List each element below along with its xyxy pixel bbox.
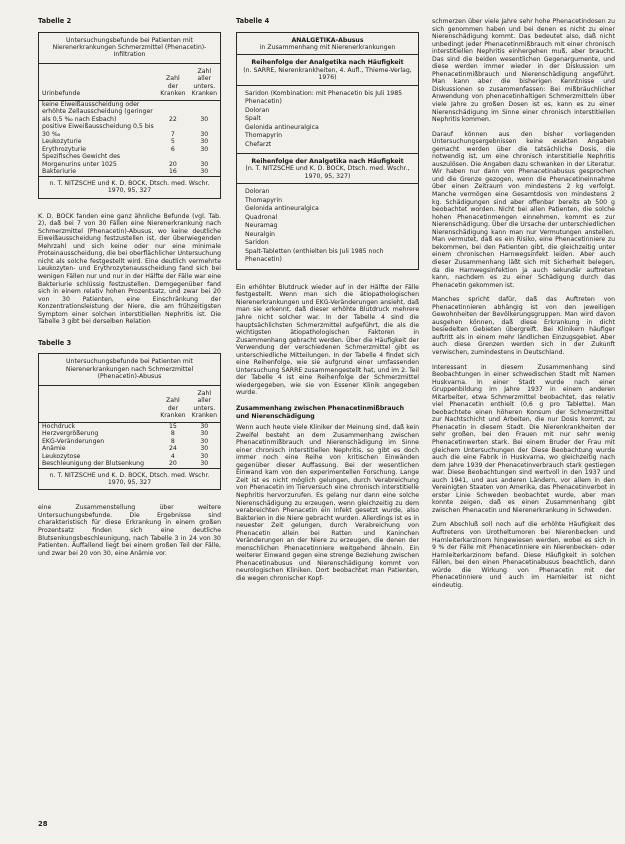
table4-section2-citation: (n. T. NITZSCHE und K. D. BOCK, Dtsch. med. Wschr., 1970, 95, 327) — [237, 165, 418, 184]
row-label: Erythrozyturie — [42, 145, 86, 153]
table2-title: Untersuchungsbefunde bei Patienten mit Nierenerkrankungen Schmerzmittel (Phenacetin)-Infiltration — [39, 33, 220, 64]
list-item: Saridon — [245, 239, 269, 247]
table3-header-b: Zahl aller unters. Kranken — [189, 386, 220, 423]
table4-section2-heading: Reihenfolge der Analgetika nach Häufigkeit — [237, 153, 418, 165]
table-row — [39, 168, 220, 176]
row-value-a: 5 — [170, 138, 175, 146]
row-value-a: 7 — [170, 130, 175, 138]
table3-header-label — [39, 386, 157, 423]
row-label: Bakteriurie — [42, 168, 77, 176]
row-label: EKG-Veränderungen — [42, 437, 105, 445]
section-heading: Zusammenhang zwischen Phenacetinmißbrauch und Nierenschädigung — [236, 405, 404, 420]
page-number: 28 — [38, 820, 48, 828]
body-paragraph: Zum Abschluß soll noch auf die erhöhte Häufigkeit des Auftretens von Urotheltumoren bei Nierenbecken und Harnleiterkarzinom hingewiesen werden, wobei es sich in 9 % der Fälle mit Phenacetinniere ein Nierenbecken- oder Harnleiterkarzinom befand. Diese Häufigkeit in solchen Fällen, bei den einen Phenacetinabusus beachtlich, dann würde die Wirkung von Phenacetin mit der Phenacetinniere und auch im Harnleiter ist nicht eindeutig. — [432, 521, 615, 589]
table3-title: Untersuchungsbefunde bei Patienten mit Nierenerkrankungen nach Schmerzmittel (Phenacetin)-Abusus — [39, 354, 220, 385]
row-value-b: 30 — [200, 445, 209, 453]
row-value-b: 30 — [200, 460, 209, 468]
table2-header-b: Zahl aller unters. Kranken — [189, 64, 220, 101]
table4-section1-list — [237, 86, 418, 154]
table4-label: Tabelle 4 — [236, 17, 270, 25]
table-row — [39, 146, 220, 154]
table4-subtitle: in Zusammenhang mit Nierenerkrankungen — [237, 44, 418, 55]
table-row — [39, 430, 220, 438]
row-value-b: 30 — [200, 422, 209, 430]
table2-source: n. T. NITZSCHE und K. D. BOCK, Dtsch. med. Wschr. 1970, 95, 327 — [39, 176, 220, 198]
table2-header-label: Urinbefunde — [39, 64, 157, 101]
list-item: Thomapyrin — [245, 196, 283, 204]
table4-section2-list — [237, 184, 418, 269]
table3-header-a: Zahl der Kranken — [157, 386, 188, 423]
row-value-a: 6 — [170, 145, 175, 153]
row-value-b: 30 — [200, 430, 209, 438]
row-value-a: 22 — [168, 115, 177, 123]
table3-source: n. T. NITZSCHE und K. D. BOCK, Dtsch. med. Wschr. 1970, 95, 327 — [39, 468, 220, 490]
table2-header-a: Zahl der Kranken — [157, 64, 188, 101]
table3-label: Tabelle 3 — [38, 338, 72, 347]
table3-grid — [39, 386, 220, 468]
table-row — [39, 422, 220, 430]
row-label: keine Eiweißausscheidung oder erhöhte Zellausscheidung (geringer als 0,5 ‰ nach Esbach) — [42, 100, 153, 123]
row-label: Anämie — [42, 445, 66, 453]
row-value-b: 30 — [200, 130, 209, 138]
row-label: Beschleunigung der Blutsenkung — [42, 460, 145, 468]
body-paragraph: Wenn auch heute viele Kliniker der Meinung sind, daß kein Zweifel besteht an dem Zusammenhang zwischen Phenacetinmißbrauch und Nierenschädigung im Sinne einer chronisch interstitiellen Nephritis, so gibt es doch immer noch eine Reihe von kritischen Einwänden gegenüber dieser Auffassung. Bei der wesentlichen Einwand kam von den experimentellen Forschung. Lange Zeit ist es nicht möglich gelungen, durch Verabreichung von Phenacetin im Tierversuch eine chronisch interstitielle Nephritis hervorzurufen. Es gelang nur dann eine solche Nierenschädigung zu erzeugen, wenn gleichzeitig zu dem verabreichten Phenacetin ein Infekt gesetzt wurde, also Bakterien in die Niere gebracht wurden. Allerdings ist es in neuester Zeit gelungen, durch Verabreichung von Phenacetin allein bei Ratten und Kaninchen Veränderungen an der Niere zu erzeugen, die denen der menschlichen Phenacetinniere weitgehend ähneln. Ein weiterer Einwand gegen eine strenge Beziehung zwischen Phenacetinabusus und Nierenschädigung kommt von neurologischen Kliniken. Dort beobachtet man Patienten, die wegen chronischer Kopf- — [236, 424, 419, 583]
list-item: Spalt-Tabletten (enthielten bis Juli 1985 noch Phenacetin) — [245, 247, 384, 264]
body-paragraph: eine Zusammenstellung über weitere Untersuchungsbefunde. Die Ergebnisse sind charakteristisch für diese Erkrankung in einem großen Prozentsatz finden sich eine deutliche Blutsenkungsbeschleunigung, nach Tabelle 3 in 24 von 30 Patienten. Auffallend liegt bei einem großen Teil der Fälle, und zwar bei 20 von 30, eine Anämie vor. — [38, 504, 221, 557]
row-label: Spezifisches Gewicht des Morgenurins unter 1025 — [42, 153, 121, 168]
table-row — [39, 123, 220, 138]
body-paragraph: Ein erhöhter Blutdruck wieder auf in der Hälfte der Fälle festgestellt. Wenn man sich die ätiopathologischen Nierenerkrankungen und EKG-Veränderungen ansieht, daß man sie erkennt, daß dieser erhöhte Blutdruck mehrere Jahre nicht solcher war. In der Tabelle 4 sind die hauptsächlichsten Schmerzmittel aufgeführt, die als die wichtigsten ätiopathologischen Faktoren in Zusammenhang gebracht werden. Über die Häufigkeit der Verwendung der verschiedenen Schmerzmittel gibt es unterschiedliche Mitteilungen. In der Tabelle 4 findet sich eine Reihenfolge, wie sie aufgrund einer umfassenden Untersuchung SARRE zusammengestellt hat, und im 2. Teil der Tabelle 4 ist eine Reihenfolge der Schmerzmittel wiedergegeben, wie sie von Essener Klinik angegeben wurde. — [236, 283, 419, 397]
table3 — [38, 353, 221, 490]
row-value-a: 15 — [168, 422, 177, 430]
row-value-a: 8 — [170, 430, 175, 438]
row-value-b: 30 — [200, 437, 209, 445]
list-item: Quadronal — [245, 213, 278, 221]
row-value-b: 30 — [200, 160, 209, 168]
body-paragraph: K. D. BOCK fanden eine ganz ähnliche Befunde (vgl. Tab. 2), daß bei 7 von 30 Fällen eine Nierenerkrankung nach Schmerzmittel (Phenacetin)-Abusus, wo keine deutliche Eiweißausscheidung festzustellen ist, der überwiegenden Mehrzahl und sich keine oder nur eine minimale Proteinausscheidung, die bei oberflächlicher Untersuchung nicht als solche festgestellt wird. Eine deutlich vermehrte Leukozyten- und Erythrozytenausscheidung fand sich bei wenigen Fällen nur und nur in der Hälfte der Fälle war eine Bakteriurie schlüssig festzustellen. Demgegenüber fand sich in einem relativ hohen Prozentsatz, und zwar bei 20 von 30 Patienten, eine Einschränkung der Konzentrationsleistung der Niere, die am frühzeitigsten Symptom einer solchen interstitiellen Nephritis ist. Die Tabelle 3 gibt bei derselben Relation — [38, 212, 221, 326]
table2-label: Tabelle 2 — [38, 17, 72, 25]
table-row — [39, 153, 220, 168]
table-row — [39, 138, 220, 146]
table2 — [38, 32, 221, 199]
table2-grid — [39, 64, 220, 176]
body-paragraph: Interessant in diesem Zusammenhang sind Beobachtungen in einer schwedischen Stadt mit Namen Huskvarna. In einer Stadt wurde nach einer Gruppenbildung im Jahre 1937 in einem anderen Mitarbeiter, etwa Schmerzmittel beobachtet, das relativ viel Phenacetin enthielt (0,6 g pro Tablette). Man beobachtete einen höheren Konsum der Schmerzmittel zur Nachtschicht und Arbeiten, die nur Dosis kommt, zu Phenacetin in diesem Stadt. Die Nierenkrankheiten der sehr großen, bei den Frauen mit nur sehr wenig Phenacetinwerten stark. Bei einem Bruder der Frau mit gleichem Untersuchungen der Diese Beobachtung wurde auch die eine Fabrik in Huskvarna, wo gleichzeitig nach dem Jahre 1939 der Phenacetinverbrauch stark gestiegen war. Diese Beobachtungen sind wertvoll in den 1937 und auch 1941, und aus anderen Ländern, vor allem in den Vereinigten Staaten von Amerika, das Phenacetinverbot in erster Linie Schweden beobachtet wurde, aber man konnte zeigen, daß es einen Zusammenhang gibt zwischen Phenacetin und Nierenerkrankung in Schweden. — [432, 363, 615, 514]
row-value-a: 4 — [170, 452, 175, 460]
table2-header-row — [39, 64, 220, 101]
row-label: positive Eiweißausscheidung 0,5 bis 30 ‰ — [42, 123, 154, 138]
row-value-b: 30 — [200, 115, 209, 123]
row-value-a: 20 — [168, 160, 177, 168]
row-label: Hochdruck — [42, 422, 76, 430]
list-item: Doloran — [245, 106, 270, 114]
table4-section1-citation: (n. SARRE, Nierenkrankheiten, 4. Aufl., Thieme-Verlag, 1976) — [237, 67, 418, 86]
body-paragraph: Darauf können aus den bisher vorliegenden Untersuchungsergebnissen keine exakten Angaben gemacht werden über die tatsächliche Dosis, die notwendig ist, um eine chronisch interstitielle Nephritis auszulösen. Die Angaben dazu schwanken in der Literatur. Wir haben nur dann von Phenacetinabusus gesprochen und die Grenze gezogen, wenn die Phenacetineinnahme über einen Zeitraum von mindestens 2 kg verfolgt. Manche vermögen eine Gesamtdosis von mindestens 2 kg. Schädigungen sind aber offenbar bereits ab 500 g beobachtet worden. Nicht bei allen Patienten, die solche hohen Phenacetinmengen einnehmen, kommt es zur Nierenschädigung. Über die Ursache der unterschiedlichen Nierenschädigung kann man nur Vermutungen anstellen. Man vermutet, daß es ein Risiko, eine Phenacetinniere zu bekommen, bei den Patienten gibt, die gleichzeitig unter einem chronischen Harnwegsinfekt leiden. Aber auch dieser Zusammenhang läßt sich mit Sicherheit belegen, da die Harnwegsinfektion ja auch sekundär auftreten kann, nachdem es zu einer Schädigung durch das Phenacetin gekommen ist. — [432, 130, 615, 289]
table-row — [39, 453, 220, 461]
row-value-a: 20 — [168, 460, 177, 468]
list-item: Spalt — [245, 115, 261, 123]
table-row — [39, 460, 220, 468]
table4-section1-heading: Reihenfolge der Analgetika nach Häufigkeit — [251, 59, 404, 67]
row-value-b: 30 — [200, 138, 209, 146]
row-value-a: 16 — [168, 168, 177, 176]
list-item: Chefarzt — [245, 140, 272, 148]
row-value-b: 30 — [200, 168, 209, 176]
list-item: Neuramag — [245, 222, 278, 230]
table4 — [236, 32, 419, 270]
column-1 — [38, 18, 221, 557]
list-item: Saridon (Kombination: mit Phenacetin bis Juli 1985 Phenacetin) — [245, 89, 403, 106]
row-label: Herzvergrößerung — [42, 430, 99, 438]
row-value-b: 30 — [200, 452, 209, 460]
table4-title: ANALGETIKA-Abusus — [291, 36, 364, 44]
table-row — [39, 438, 220, 446]
column-3 — [432, 18, 615, 589]
table3-header-row — [39, 386, 220, 423]
list-item: Doloran — [245, 188, 270, 196]
list-item: Gelonida antineuralgica — [245, 205, 319, 213]
list-item: Gelonida antineuralgica — [245, 123, 319, 131]
body-paragraph: Manches spricht dafür, daß das Auftreten von Phenacetinnieren abhängig ist von den jeweiligen Gewohnheiten der Bevölkerungsgruppen. Man wird davon ausgehen können, daß diese Erkrankung in dicht besiedelten Gebieten übergreift. Bei Klinikern häufiger auftritt als in einem mehr ländlichen Einzugsgebiet. Aber auch diese Grenzen werden sich in der Zukunft verwischen, zumindestens in Deutschland. — [432, 296, 615, 356]
row-value-a: 8 — [170, 437, 175, 445]
table-row — [39, 445, 220, 453]
row-label: Leukozytose — [42, 452, 81, 460]
table-row — [39, 100, 220, 123]
body-paragraph: schmerzen über viele Jahre sehr hohe Phenacetindosen zu sich genommen haben und bei denen es nicht zu einer Nierenschädigung kommt. Das bedeutet also, daß nicht unbedingt jeder Phenacetinmißbrauch mit einer chronisch interstitiellen Nephritis einhergehen muß, aber braucht. Das sind die beiden wesentlichen Gegenargumente, und diese werden immer wieder in der Diskussion um Phenacetinmißbrauch und Nierenschädigung angeführt. Man kann aber die bisherigen Kenntnisse und Diskussionen so zusammenfassen: Bei mißbräuchlicher Anwendung von phenacetinhaltigen Schmerzmitteln über viele Jahre zu großen Dosen ist es, kann es zu einer Nierenschädigung im Sinne einer chronisch interstitiellen Nephritis kommen. — [432, 18, 615, 124]
column-2 — [236, 18, 419, 583]
row-label: Leukozyturie — [42, 138, 82, 146]
list-item: Thomapyrin — [245, 132, 283, 140]
list-item: Neuralgin — [245, 230, 275, 238]
row-value-b: 30 — [200, 145, 209, 153]
row-value-a: 24 — [168, 445, 177, 453]
